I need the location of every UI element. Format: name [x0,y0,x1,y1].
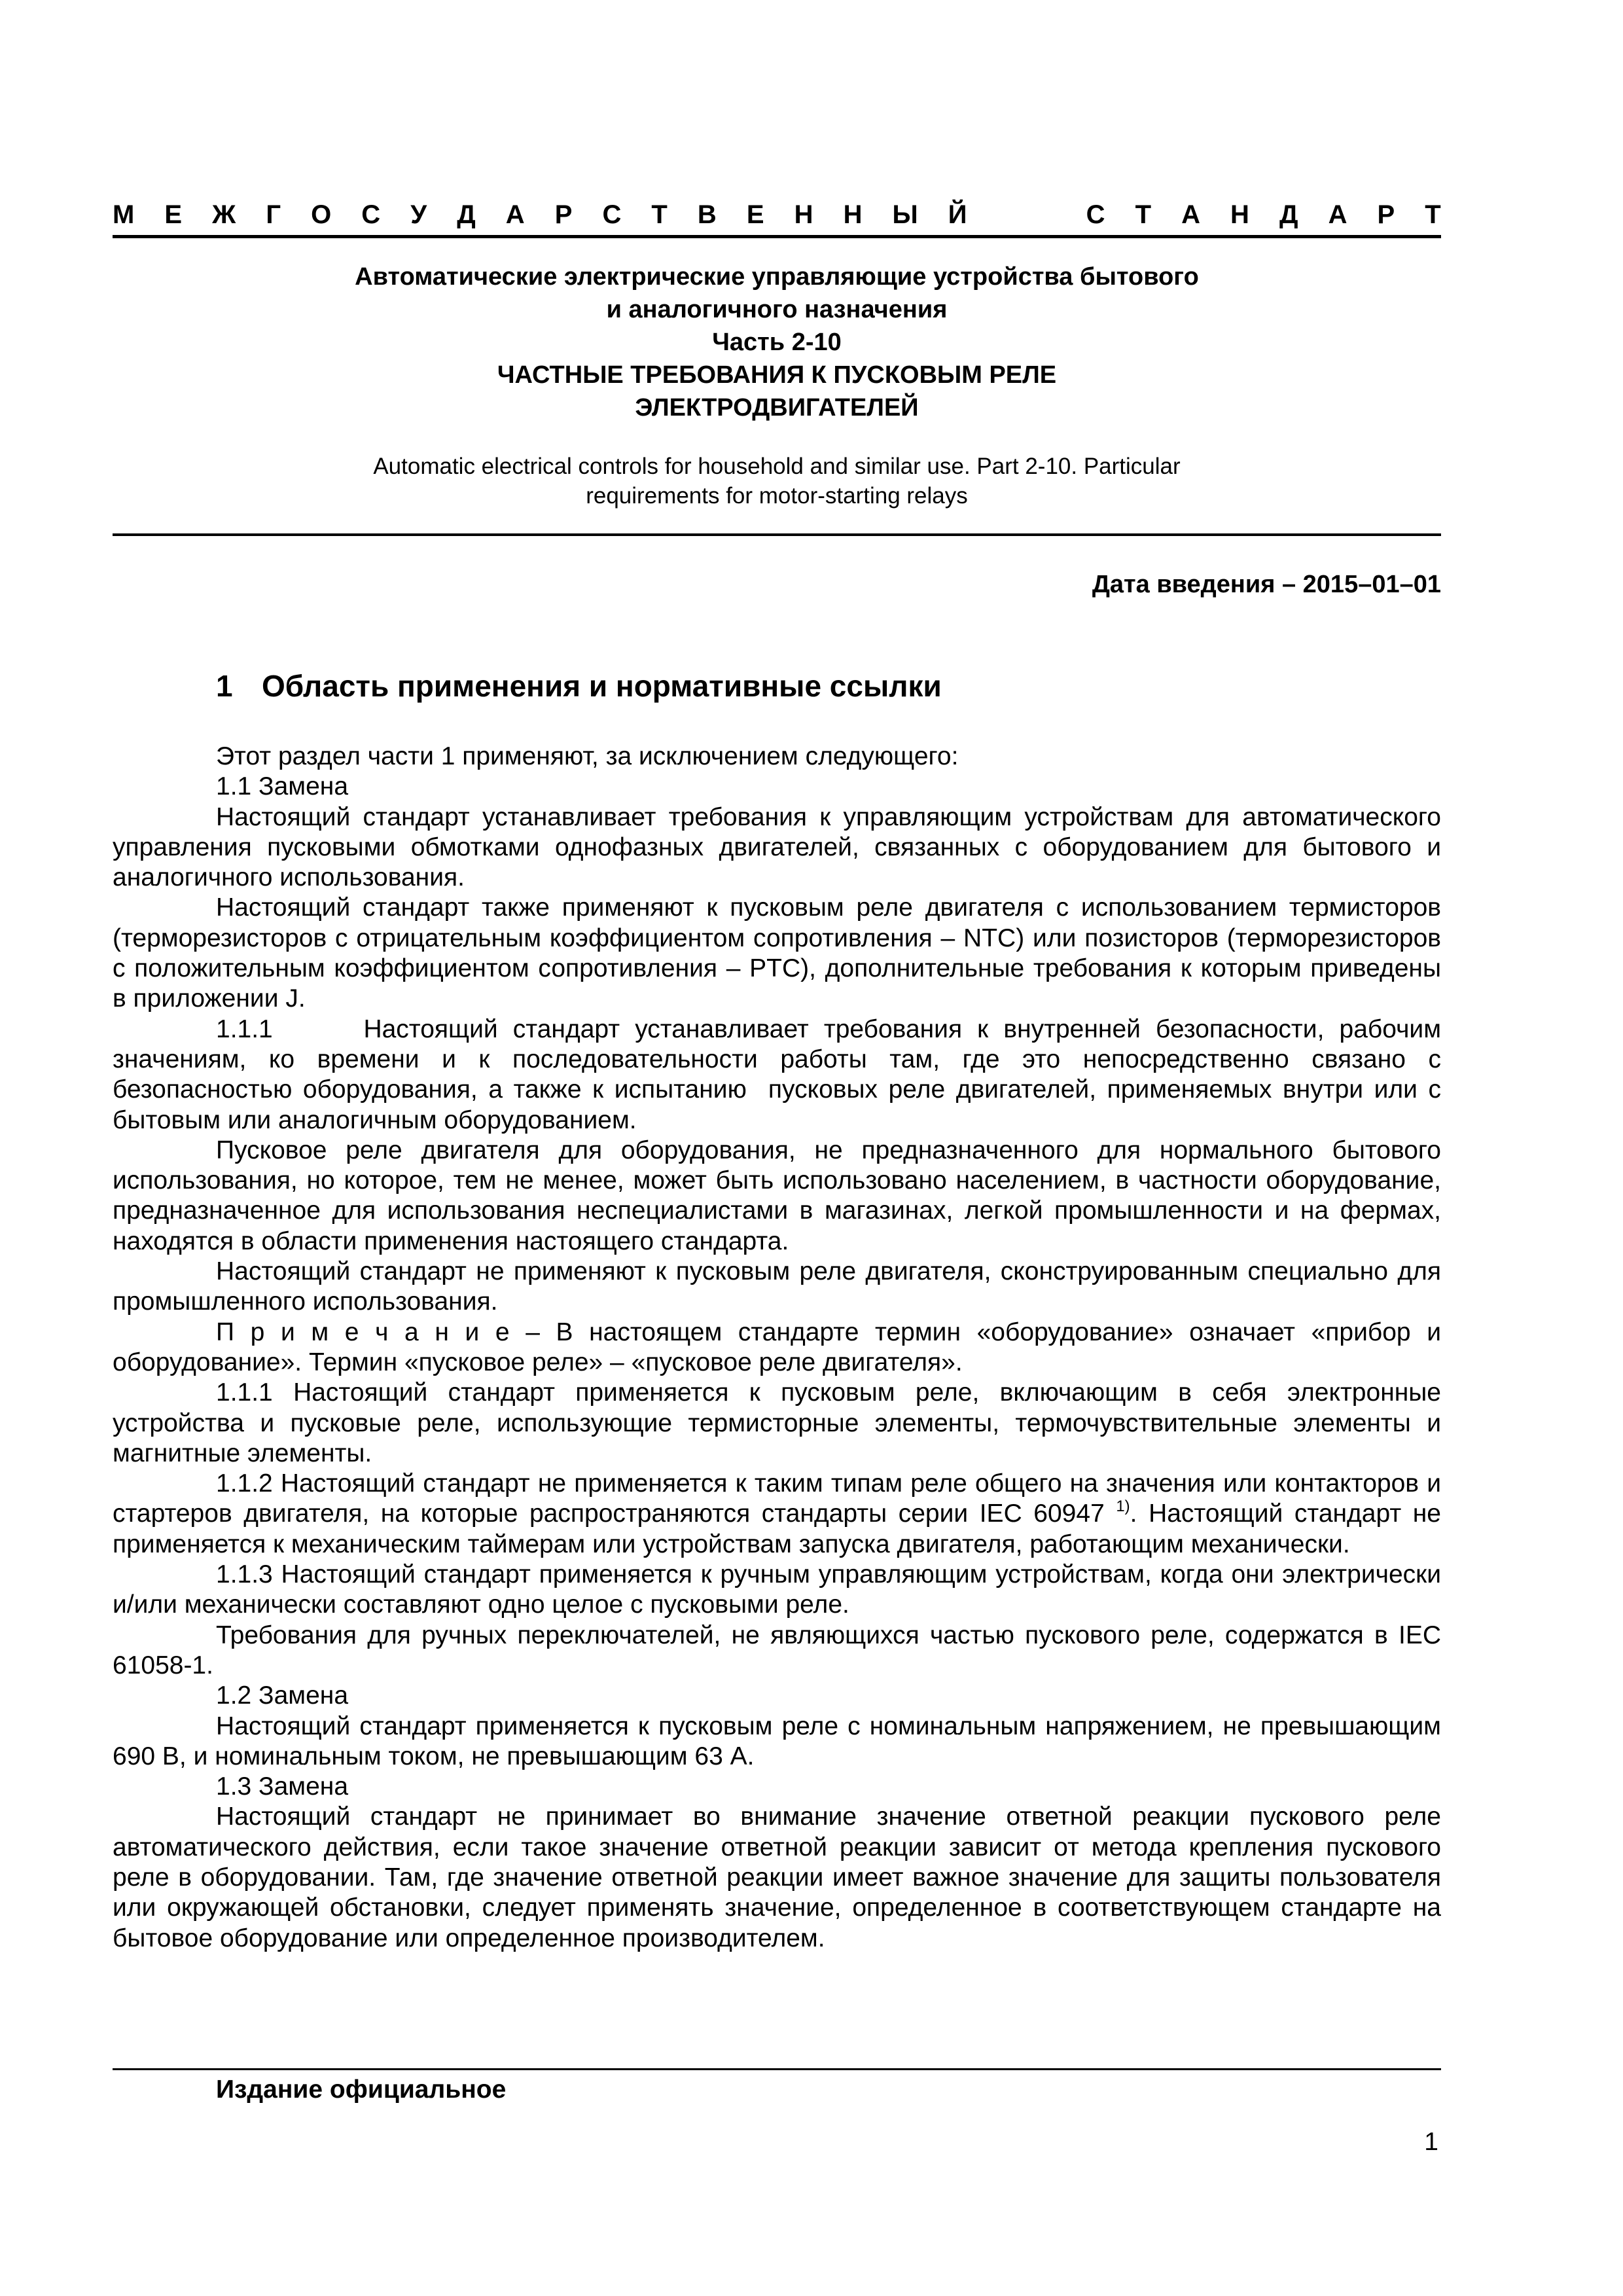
header-letter: А [1328,200,1347,229]
paragraph-text: 1.1.2 Настоящий стандарт не применяется к таким типам реле общего на значения или контакторов и стартеров двигателя, на которые распространяются стандарты серии IEC 60947 [113,1469,1441,1528]
paragraph-text: . Настоящий стандарт не применяется к механическим таймерам или устройствам запуска двигателя, работающим механически. [113,1499,1441,1558]
paragraph: 1.1.1 Настоящий стандарт применяется к пусковым реле, включающим в себя электронные устройства и пусковые реле, использующие термисторные элементы, термочувствительные элементы и магнитные элементы. [113,1378,1441,1467]
title-line-5: ЭЛЕКТРОДВИГАТЕЛЕЙ [635,394,919,422]
english-title-line-2: requirements for motor-starting relays [586,483,968,509]
header-letter: Н [794,200,813,229]
header-letter: С [602,200,622,229]
header-letter: Т [651,200,668,229]
header-letter: Ы [892,200,918,229]
paragraph: 1.1.1 Настоящий стандарт устанавливает требования к внутренней безопасности, рабочим значениям, ко времени и к последовательности работы там, где это непосредственно связано с безопасностью оборудования, а также к испытанию пусковых реле двигателей, применяемых внутри или с бытовым или аналогичным оборудованием. [113,1014,1448,1134]
header-letter: А [1181,200,1200,229]
section-heading [216,666,942,706]
header-letter: Е [164,200,183,229]
paragraph [113,1469,1441,1560]
title-line-2: и аналогичного назначения [606,296,948,323]
header-word-gap [997,195,1056,234]
note-label: П р и м е ч а н и е [216,1318,510,1346]
header-letter: У [410,200,427,229]
header-letter: Н [1230,200,1249,229]
header-letter: Д [457,200,476,229]
paragraph: Настоящий стандарт не применяют к пусковым реле двигателя, сконструированным специально для промышленного использования. [113,1257,1441,1316]
paragraph: Пусковое реле двигателя для оборудования, не предназначенного для нормального бытового использования, но которое, тем не менее, может быть использовано населением, в частности оборудование, предназначенное для использования неспециалистами в магазинах, легкой промышленности и на фермах, находятся в области применения настоящего стандарта. [113,1136,1441,1255]
header-letter: Д [1279,200,1298,229]
english-title-line-1: Automatic electrical controls for household and similar use. Part 2-10. Particular [373,454,1181,479]
note-paragraph [113,1318,1441,1378]
paragraph: Настоящий стандарт не принимает во внимание значение ответной реакции пускового реле автоматического действия, если такое значение ответной реакции зависит от метода крепления пускового реле в оборудовании. Там, где значение ответной реакции имеет важное значение для защиты пользователя или окружающей обстановки, следует применять значение, определенное в соответствующем стандарте на бытовое оборудование или определенное производителем. [113,1803,1441,1952]
header-letter: Р [554,200,573,229]
title-rule [113,533,1441,536]
official-edition-label: Издание официальное [216,2075,507,2104]
header-letter: Е [746,200,764,229]
header-letter: Й [948,200,967,229]
header-letter: В [697,200,717,229]
header-rule [113,235,1441,238]
footer-rule [113,2068,1441,2070]
section-number: 1 [216,669,233,703]
header-letter: О [311,200,332,229]
paragraph: Настоящий стандарт также применяют к пусковым реле двигателя с использованием термисторов (терморезисторов с отрицательным коэффициентом сопротивления – NTC) или позисторов (терморезисторов с положительным коэффициентом сопротивления – PTC), дополнительные требования к которым приведены в приложении J. [113,893,1441,1013]
subsection-heading: 1.1 Замена [216,772,349,801]
page-number: 1 [1424,2128,1438,2156]
paragraph: Настоящий стандарт устанавливает требования к управляющим устройствам для автоматического управления пусковыми обмотками однофазных двигателей, связанных с оборудованием для бытового и аналогичного использования. [113,802,1441,892]
note-text: – В настоящем стандарте термин «оборудование» означает «прибор и оборудование». Термин «пусковое реле» – «пусковое реле двигателя». [113,1318,1441,1376]
header-letter: С [361,200,381,229]
footnote-marker: 1) [1116,1498,1130,1516]
header-letter: М [113,200,135,229]
title-part: Часть 2-10 [712,329,842,356]
introduction-date: Дата введения – 2015–01–01 [1092,571,1441,598]
header-letter: Г [266,200,281,229]
subsection-heading: 1.3 Замена [216,1772,349,1801]
header-letter: Р [1377,200,1395,229]
header-letter: Т [1425,200,1441,229]
header-letter: А [505,200,525,229]
subsection-heading: 1.2 Замена [216,1681,349,1710]
title-line-4: ЧАСТНЫЕ ТРЕБОВАНИЯ К ПУСКОВЫМ РЕЛЕ [497,361,1057,389]
paragraph: 1.1.3 Настоящий стандарт применяется к ручным управляющим устройствам, когда они электрически и/или механически составляют одно целое с пусковыми реле. [113,1560,1441,1619]
section-title: Область применения и нормативные ссылки [262,669,942,703]
paragraph: Настоящий стандарт применяется к пусковым реле с номинальным напряжением, не превышающим 690 В, и номинальным током, не превышающим 63 А. [113,1712,1441,1770]
header-letter: Н [843,200,863,229]
header-letter: Ж [212,200,236,229]
title-line-1: Автоматические электрические управляющие устройства бытового [355,263,1199,291]
standard-header-title [113,195,1441,234]
paragraph: Этот раздел части 1 применяют, за исключением следующего: [216,742,959,770]
body-text [113,742,1448,1954]
header-letter: С [1086,200,1105,229]
header-letter: Т [1135,200,1152,229]
paragraph: Требования для ручных переключателей, не являющихся частью пускового реле, содержатся в IEC 61058-1. [113,1621,1441,1679]
